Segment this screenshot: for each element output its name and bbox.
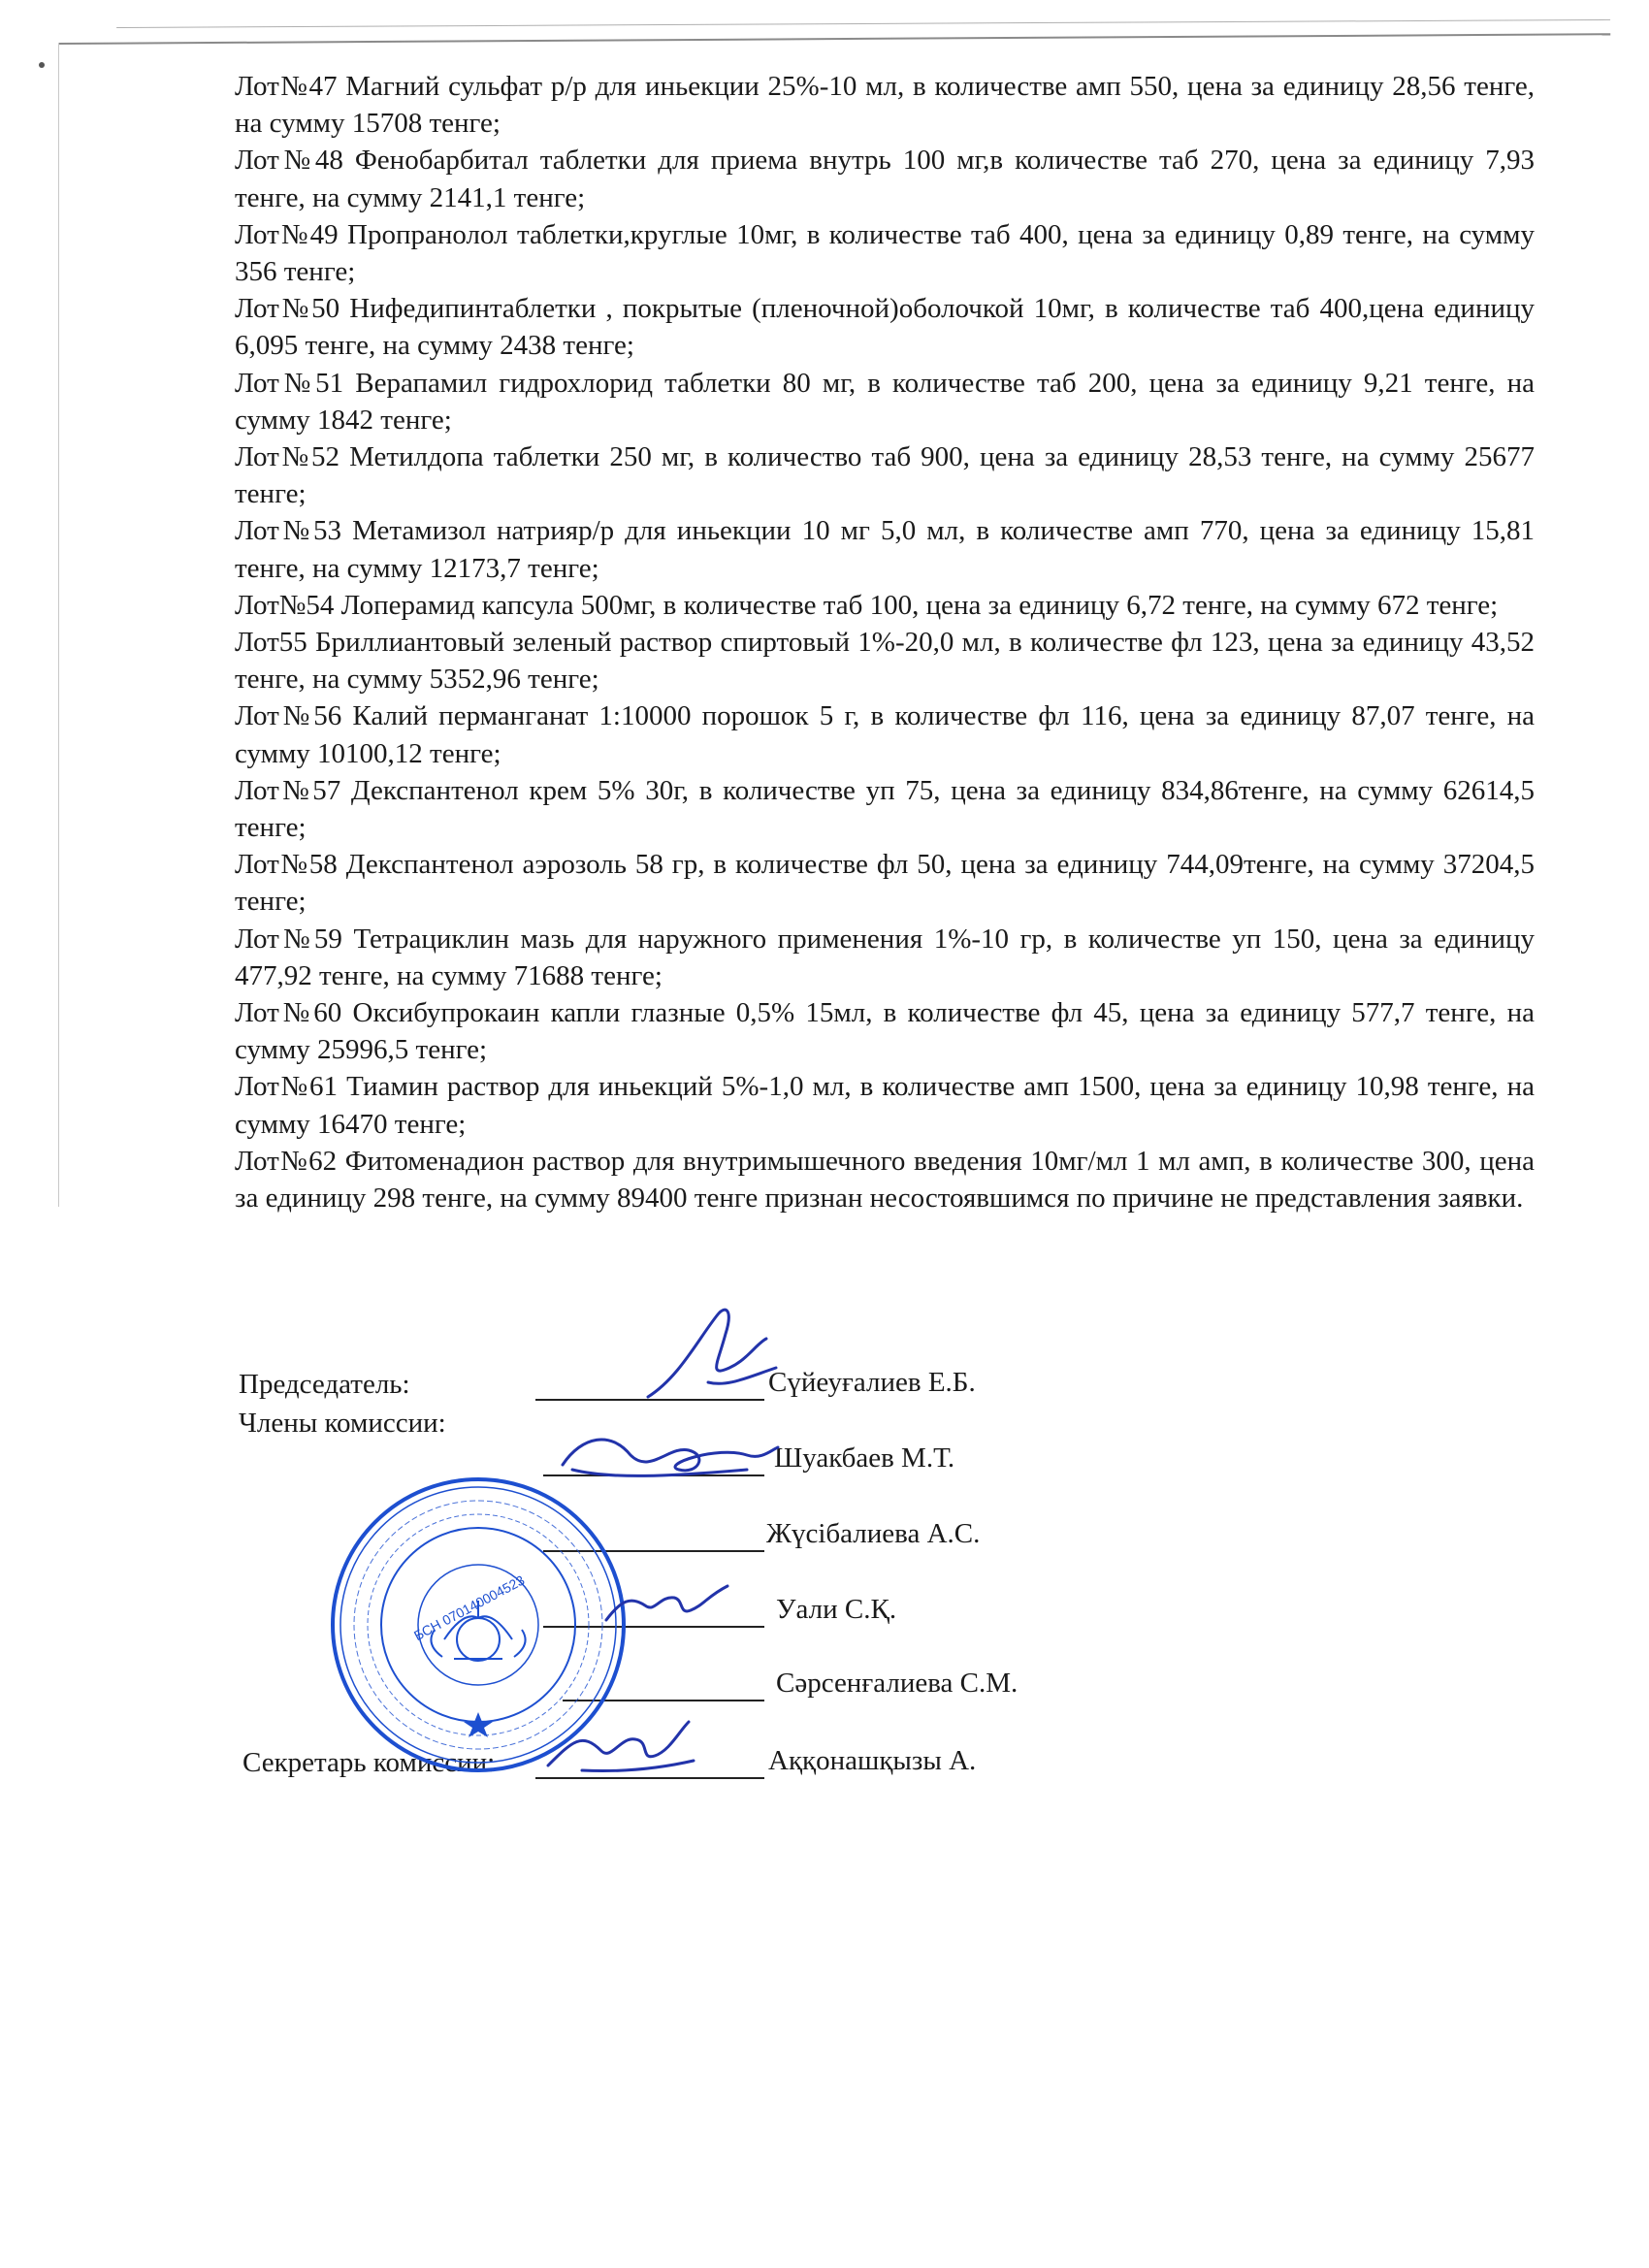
scan-dot [39,62,45,68]
lot-item [235,772,1535,846]
chairman-label: Председатель: [239,1369,410,1400]
lot-number: Лот№49 [235,218,339,250]
lot-item [235,921,1535,994]
chairman-handwritten-signature [640,1300,786,1416]
lot-item [235,142,1535,215]
lot-number: Лот№53 [235,515,342,547]
secretary-handwritten-signature [543,1712,698,1780]
lot-item [235,512,1535,586]
lot-number: Лот№47 [235,71,338,102]
member-handwritten-signature [601,1576,737,1635]
lot-text: Тиамин раствор для иньекций 5%-1,0 мл, в количестве амп 1500, цена за единицу 10,98 тенге, на сумму 16470 тенге; [235,1071,1535,1140]
lot-text: Декспантенол аэрозоль 58 гр, в количестве фл 50, цена за единицу 744,09тенге, на сумму 37204,5 тенге; [235,849,1535,918]
lot-item [235,846,1535,920]
secretary-label: Секретарь комиссии: [242,1747,496,1778]
lot-text: Фитоменадион раствор для внутримышечного введения 10мг/мл 1 мл амп, в количестве 300, цена за единицу 298 тенге, на сумму 89400 тенге признан несостоявшимся по причине не представления заявки. [235,1145,1535,1215]
member-handwritten-signature [553,1426,786,1484]
lot-item [235,365,1535,438]
lot-text: Тетрациклин мазь для наружного применения 1%-10 гр, в количестве уп 150, цена за единицу 477,92 тенге, на сумму 71688 тенге; [235,923,1536,991]
member-name: Сәрсенғалиева С.М. [776,1668,1018,1699]
lot-item [235,438,1535,512]
lot-text: Метилдопа таблетки 250 мг, в количество таб 900, цена за единицу 28,53 тенге, на сумму 25677 тенге; [235,441,1535,510]
member-name: Уали С.Қ. [776,1594,897,1625]
scan-edge-left [58,43,59,1207]
lot-item [235,994,1535,1068]
lot-text: Калий перманганат 1:10000 порошок 5 г, в количестве фл 116, цена за единицу 87,07 тенге, на сумму 10100,12 тенге; [235,700,1535,769]
secretary-name: Аққонашқызы А. [768,1745,977,1776]
lot-number: Лот№60 [235,997,342,1029]
lot-number: Лот№59 [235,923,342,955]
lot-item [235,216,1535,290]
lot-number: Лот№58 [235,849,338,881]
lot-item [235,290,1535,364]
stamp-bin: БСН 070140004523 [410,1571,528,1644]
lot-item [235,624,1535,697]
lot-item [235,697,1535,771]
lot-text: Метамизол натрияр/р для иньекции 10 мг 5,0 мл, в количестве амп 770, цена за единицу 15,81 тенге, на сумму 12173,7 тенге; [235,515,1535,584]
lot-number: Лот№51 [235,367,344,399]
lot-text: Магний сульфат р/р для иньекции 25%-10 мл, в количестве амп 550, цена за единицу 28,56 тенге, на сумму 15708 тенге; [235,71,1535,140]
lot-text: Оксибупрокаин капли глазные 0,5% 15мл, в количестве фл 45, цена за единицу 577,7 тенге, на сумму 25996,5 тенге; [235,997,1536,1066]
members-label: Члены комиссии: [239,1408,446,1439]
lot-text: Бриллиантовый зеленый раствор спиртовый 1%-20,0 мл, в количестве фл 123, цена за единицу 43,52 тенге, на сумму 5352,96 тенге; [235,627,1535,696]
lot-text: Нифедипинтаблетки , покрытые (пленочной)оболочкой 10мг, в количестве таб 400,цена единицу 6,095 тенге, на сумму 2438 тенге; [235,293,1536,362]
lot-text: Декспантенол крем 5% 30г, в количестве уп 75, цена за единицу 834,86тенге, на сумму 62614,5 тенге; [235,774,1536,844]
lot-item [235,1143,1535,1216]
lot-number: Лот55 [235,627,307,659]
lot-text: Фенобарбитал таблетки для приема внутрь 100 мг,в количестве таб 270, цена за единицу 7,93 тенге, на сумму 2141,1 тенге; [235,145,1536,213]
lot-text: Лоперамид капсула 500мг, в количестве таб 100, цена за единицу 6,72 тенге, на сумму 672 тенге; [334,589,1499,621]
lot-number: Лот№50 [235,293,340,325]
member-name: Жүсібалиева А.С. [766,1518,981,1549]
lot-number: Лот№62 [235,1145,338,1177]
lot-number: Лот№54 [235,589,335,621]
lot-number: Лот№56 [235,700,342,732]
lots-list [235,68,1535,1216]
chairman-name: Сүйеуғалиев Е.Б. [768,1367,976,1398]
lot-number: Лот№48 [235,145,343,177]
lot-number: Лот№57 [235,774,341,806]
member-name: Шуакбаев М.Т. [774,1442,955,1474]
lot-number: Лот№61 [235,1071,339,1103]
lot-item [235,68,1535,142]
lot-item [235,587,1535,624]
lot-text: Верапамил гидрохлорид таблетки 80 мг, в количестве таб 200, цена за единицу 9,21 тенге, на сумму 1842 тенге; [235,367,1536,436]
lot-item [235,1068,1535,1142]
lot-text: Пропранолол таблетки,круглые 10мг, в количестве таб 400, цена за единицу 0,89 тенге, на сумму 356 тенге; [235,218,1536,288]
lot-number: Лот№52 [235,441,340,473]
